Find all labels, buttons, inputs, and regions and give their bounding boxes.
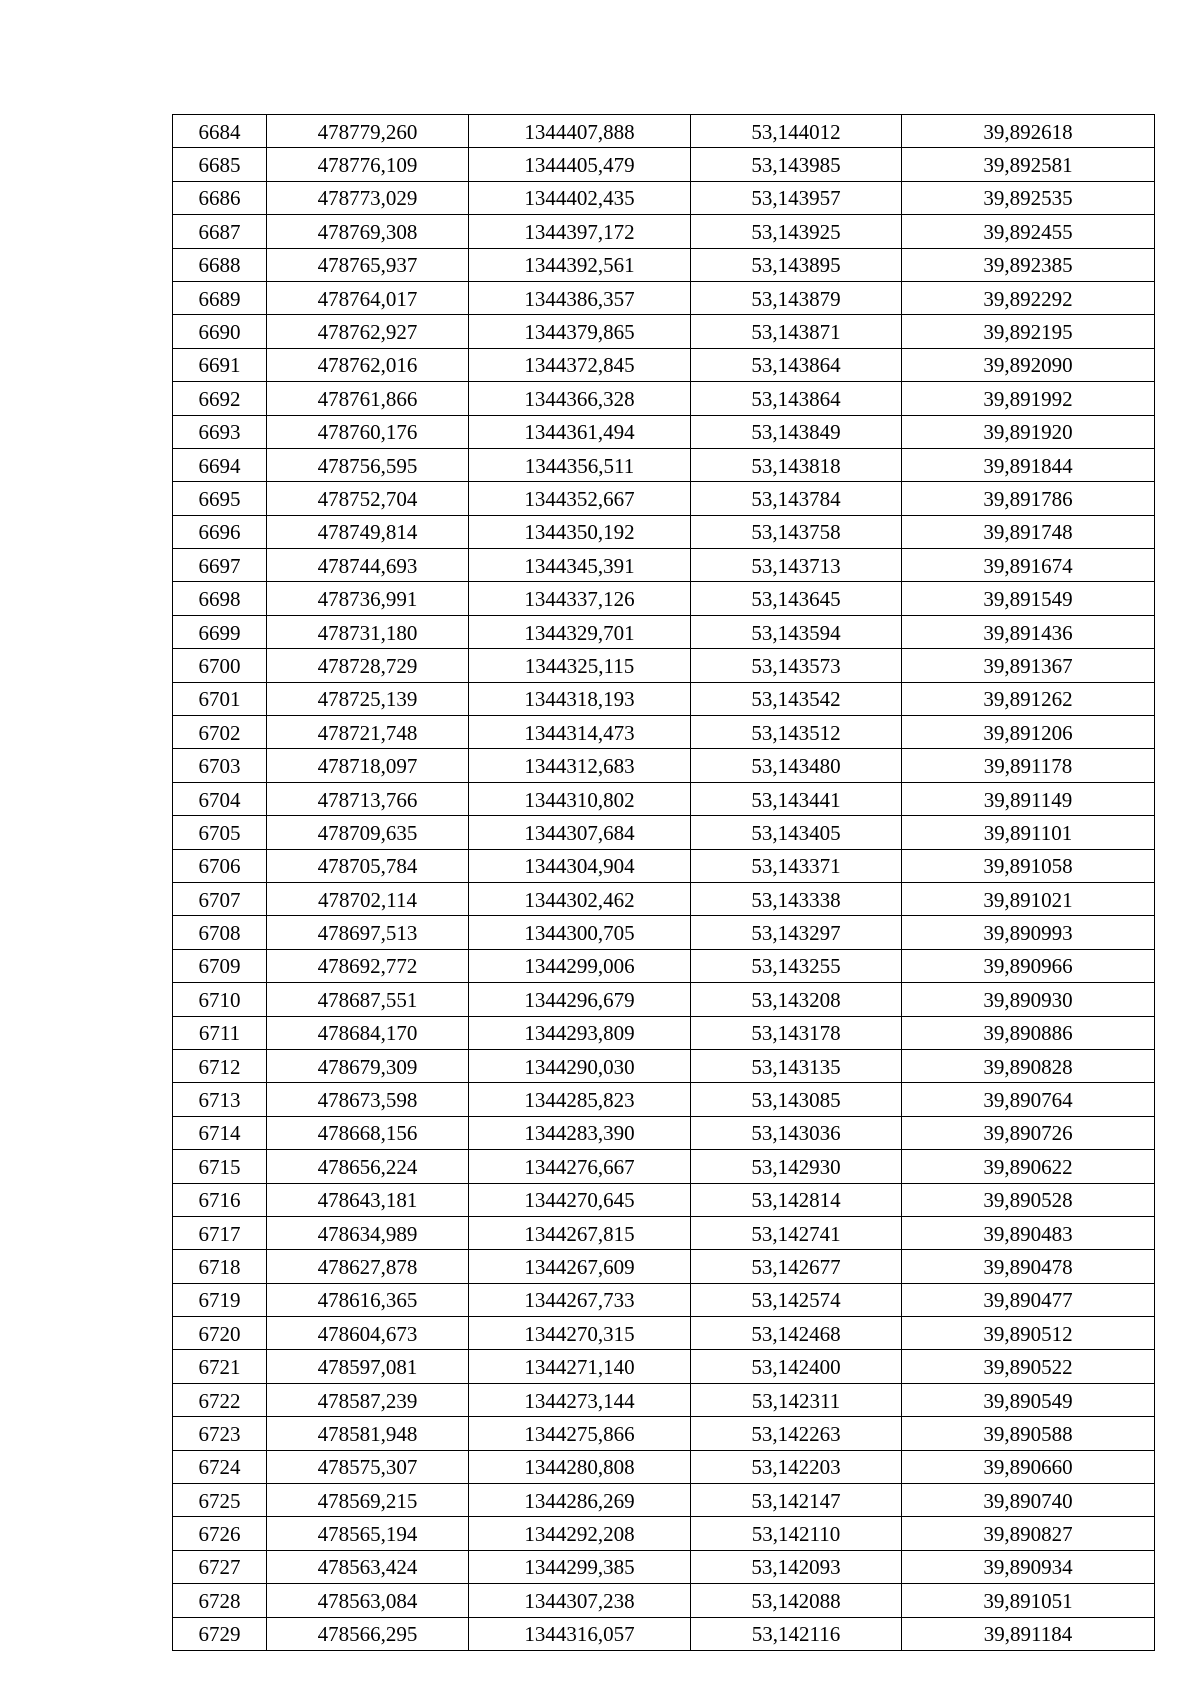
- longitude-cell: 39,890660: [902, 1450, 1155, 1483]
- y-coordinate-cell: 1344302,462: [469, 882, 691, 915]
- table-row: [173, 749, 1155, 782]
- longitude-cell: 39,891992: [902, 382, 1155, 415]
- y-coordinate-cell: 1344307,684: [469, 816, 691, 849]
- latitude-cell: 53,142203: [691, 1450, 902, 1483]
- y-coordinate-cell: 1344270,315: [469, 1317, 691, 1350]
- table-row: [173, 181, 1155, 214]
- table-row: [173, 1216, 1155, 1249]
- table-row: [173, 382, 1155, 415]
- x-coordinate-cell: 478769,308: [267, 215, 469, 248]
- latitude-cell: 53,143208: [691, 983, 902, 1016]
- x-coordinate-cell: 478762,016: [267, 348, 469, 381]
- x-coordinate-cell: 478765,937: [267, 248, 469, 281]
- y-coordinate-cell: 1344392,561: [469, 248, 691, 281]
- table-row: [173, 1517, 1155, 1550]
- latitude-cell: 53,143036: [691, 1116, 902, 1149]
- y-coordinate-cell: 1344386,357: [469, 281, 691, 314]
- table-row: [173, 716, 1155, 749]
- table-row: [173, 248, 1155, 281]
- table-row: [173, 415, 1155, 448]
- y-coordinate-cell: 1344267,815: [469, 1216, 691, 1249]
- point-number-cell: 6686: [173, 181, 267, 214]
- longitude-cell: 39,892618: [902, 115, 1155, 148]
- longitude-cell: 39,891184: [902, 1617, 1155, 1650]
- y-coordinate-cell: 1344285,823: [469, 1083, 691, 1116]
- y-coordinate-cell: 1344299,006: [469, 949, 691, 982]
- x-coordinate-cell: 478563,424: [267, 1550, 469, 1583]
- point-number-cell: 6706: [173, 849, 267, 882]
- point-number-cell: 6696: [173, 515, 267, 548]
- x-coordinate-cell: 478709,635: [267, 816, 469, 849]
- x-coordinate-cell: 478764,017: [267, 281, 469, 314]
- longitude-cell: 39,890477: [902, 1283, 1155, 1316]
- x-coordinate-cell: 478702,114: [267, 882, 469, 915]
- latitude-cell: 53,143338: [691, 882, 902, 915]
- longitude-cell: 39,892581: [902, 148, 1155, 181]
- longitude-cell: 39,892455: [902, 215, 1155, 248]
- table-row: [173, 1383, 1155, 1416]
- latitude-cell: 53,142116: [691, 1617, 902, 1650]
- longitude-cell: 39,891367: [902, 649, 1155, 682]
- x-coordinate-cell: 478692,772: [267, 949, 469, 982]
- point-number-cell: 6694: [173, 448, 267, 481]
- longitude-cell: 39,891748: [902, 515, 1155, 548]
- longitude-cell: 39,890478: [902, 1250, 1155, 1283]
- latitude-cell: 53,142930: [691, 1150, 902, 1183]
- x-coordinate-cell: 478762,927: [267, 315, 469, 348]
- table-row: [173, 849, 1155, 882]
- point-number-cell: 6714: [173, 1116, 267, 1149]
- point-number-cell: 6698: [173, 582, 267, 615]
- point-number-cell: 6724: [173, 1450, 267, 1483]
- latitude-cell: 53,143135: [691, 1049, 902, 1082]
- y-coordinate-cell: 1344296,679: [469, 983, 691, 1016]
- table-row: [173, 1183, 1155, 1216]
- latitude-cell: 53,143879: [691, 281, 902, 314]
- table-row: [173, 1016, 1155, 1049]
- latitude-cell: 53,142263: [691, 1417, 902, 1450]
- latitude-cell: 53,143542: [691, 682, 902, 715]
- table-row: [173, 1283, 1155, 1316]
- table-row: [173, 615, 1155, 648]
- x-coordinate-cell: 478705,784: [267, 849, 469, 882]
- x-coordinate-cell: 478597,081: [267, 1350, 469, 1383]
- y-coordinate-cell: 1344273,144: [469, 1383, 691, 1416]
- latitude-cell: 53,143371: [691, 849, 902, 882]
- x-coordinate-cell: 478697,513: [267, 916, 469, 949]
- point-number-cell: 6727: [173, 1550, 267, 1583]
- y-coordinate-cell: 1344405,479: [469, 148, 691, 181]
- point-number-cell: 6715: [173, 1150, 267, 1183]
- table-row: [173, 1049, 1155, 1082]
- table-row: [173, 115, 1155, 148]
- latitude-cell: 53,143178: [691, 1016, 902, 1049]
- latitude-cell: 53,143297: [691, 916, 902, 949]
- y-coordinate-cell: 1344270,645: [469, 1183, 691, 1216]
- y-coordinate-cell: 1344280,808: [469, 1450, 691, 1483]
- point-number-cell: 6685: [173, 148, 267, 181]
- y-coordinate-cell: 1344283,390: [469, 1116, 691, 1149]
- point-number-cell: 6687: [173, 215, 267, 248]
- table-row: [173, 1450, 1155, 1483]
- point-number-cell: 6729: [173, 1617, 267, 1650]
- x-coordinate-cell: 478668,156: [267, 1116, 469, 1149]
- x-coordinate-cell: 478643,181: [267, 1183, 469, 1216]
- point-number-cell: 6697: [173, 549, 267, 582]
- x-coordinate-cell: 478616,365: [267, 1283, 469, 1316]
- longitude-cell: 39,892195: [902, 315, 1155, 348]
- y-coordinate-cell: 1344356,511: [469, 448, 691, 481]
- point-number-cell: 6691: [173, 348, 267, 381]
- table-row: [173, 1350, 1155, 1383]
- longitude-cell: 39,891021: [902, 882, 1155, 915]
- x-coordinate-cell: 478756,595: [267, 448, 469, 481]
- point-number-cell: 6713: [173, 1083, 267, 1116]
- latitude-cell: 53,143864: [691, 348, 902, 381]
- longitude-cell: 39,891262: [902, 682, 1155, 715]
- y-coordinate-cell: 1344267,733: [469, 1283, 691, 1316]
- point-number-cell: 6692: [173, 382, 267, 415]
- x-coordinate-cell: 478627,878: [267, 1250, 469, 1283]
- point-number-cell: 6695: [173, 482, 267, 515]
- x-coordinate-cell: 478684,170: [267, 1016, 469, 1049]
- latitude-cell: 53,143784: [691, 482, 902, 515]
- latitude-cell: 53,142147: [691, 1484, 902, 1517]
- y-coordinate-cell: 1344329,701: [469, 615, 691, 648]
- y-coordinate-cell: 1344293,809: [469, 1016, 691, 1049]
- longitude-cell: 39,891149: [902, 782, 1155, 815]
- table-row: [173, 1083, 1155, 1116]
- y-coordinate-cell: 1344267,609: [469, 1250, 691, 1283]
- table-row: [173, 1550, 1155, 1583]
- point-number-cell: 6701: [173, 682, 267, 715]
- latitude-cell: 53,143645: [691, 582, 902, 615]
- latitude-cell: 53,143818: [691, 448, 902, 481]
- table-row: [173, 448, 1155, 481]
- table-row: [173, 983, 1155, 1016]
- coordinates-table-body: [173, 115, 1155, 1651]
- longitude-cell: 39,891844: [902, 448, 1155, 481]
- y-coordinate-cell: 1344350,192: [469, 515, 691, 548]
- y-coordinate-cell: 1344337,126: [469, 582, 691, 615]
- y-coordinate-cell: 1344290,030: [469, 1049, 691, 1082]
- y-coordinate-cell: 1344304,904: [469, 849, 691, 882]
- x-coordinate-cell: 478679,309: [267, 1049, 469, 1082]
- longitude-cell: 39,890764: [902, 1083, 1155, 1116]
- y-coordinate-cell: 1344402,435: [469, 181, 691, 214]
- point-number-cell: 6705: [173, 816, 267, 849]
- y-coordinate-cell: 1344300,705: [469, 916, 691, 949]
- point-number-cell: 6708: [173, 916, 267, 949]
- point-number-cell: 6720: [173, 1317, 267, 1350]
- latitude-cell: 53,144012: [691, 115, 902, 148]
- latitude-cell: 53,143758: [691, 515, 902, 548]
- table-row: [173, 315, 1155, 348]
- longitude-cell: 39,890966: [902, 949, 1155, 982]
- y-coordinate-cell: 1344271,140: [469, 1350, 691, 1383]
- x-coordinate-cell: 478587,239: [267, 1383, 469, 1416]
- x-coordinate-cell: 478752,704: [267, 482, 469, 515]
- latitude-cell: 53,142574: [691, 1283, 902, 1316]
- table-row: [173, 782, 1155, 815]
- x-coordinate-cell: 478728,729: [267, 649, 469, 682]
- x-coordinate-cell: 478773,029: [267, 181, 469, 214]
- point-number-cell: 6700: [173, 649, 267, 682]
- longitude-cell: 39,890588: [902, 1417, 1155, 1450]
- longitude-cell: 39,891920: [902, 415, 1155, 448]
- point-number-cell: 6726: [173, 1517, 267, 1550]
- point-number-cell: 6717: [173, 1216, 267, 1249]
- table-row: [173, 882, 1155, 915]
- x-coordinate-cell: 478687,551: [267, 983, 469, 1016]
- latitude-cell: 53,143441: [691, 782, 902, 815]
- y-coordinate-cell: 1344286,269: [469, 1484, 691, 1517]
- x-coordinate-cell: 478575,307: [267, 1450, 469, 1483]
- longitude-cell: 39,892090: [902, 348, 1155, 381]
- point-number-cell: 6693: [173, 415, 267, 448]
- table-row: [173, 1584, 1155, 1617]
- y-coordinate-cell: 1344314,473: [469, 716, 691, 749]
- latitude-cell: 53,142400: [691, 1350, 902, 1383]
- y-coordinate-cell: 1344397,172: [469, 215, 691, 248]
- table-row: [173, 1484, 1155, 1517]
- table-row: [173, 916, 1155, 949]
- x-coordinate-cell: 478563,084: [267, 1584, 469, 1617]
- table-row: [173, 1150, 1155, 1183]
- point-number-cell: 6689: [173, 281, 267, 314]
- x-coordinate-cell: 478718,097: [267, 749, 469, 782]
- x-coordinate-cell: 478566,295: [267, 1617, 469, 1650]
- point-number-cell: 6709: [173, 949, 267, 982]
- point-number-cell: 6721: [173, 1350, 267, 1383]
- x-coordinate-cell: 478673,598: [267, 1083, 469, 1116]
- y-coordinate-cell: 1344407,888: [469, 115, 691, 148]
- latitude-cell: 53,143405: [691, 816, 902, 849]
- latitude-cell: 53,142311: [691, 1383, 902, 1416]
- longitude-cell: 39,892385: [902, 248, 1155, 281]
- x-coordinate-cell: 478776,109: [267, 148, 469, 181]
- latitude-cell: 53,143895: [691, 248, 902, 281]
- x-coordinate-cell: 478736,991: [267, 582, 469, 615]
- y-coordinate-cell: 1344366,328: [469, 382, 691, 415]
- longitude-cell: 39,890827: [902, 1517, 1155, 1550]
- table-row: [173, 1617, 1155, 1650]
- longitude-cell: 39,890483: [902, 1216, 1155, 1249]
- x-coordinate-cell: 478760,176: [267, 415, 469, 448]
- longitude-cell: 39,891549: [902, 582, 1155, 615]
- table-row: [173, 549, 1155, 582]
- x-coordinate-cell: 478565,194: [267, 1517, 469, 1550]
- point-number-cell: 6684: [173, 115, 267, 148]
- table-row: [173, 949, 1155, 982]
- point-number-cell: 6723: [173, 1417, 267, 1450]
- x-coordinate-cell: 478581,948: [267, 1417, 469, 1450]
- point-number-cell: 6688: [173, 248, 267, 281]
- x-coordinate-cell: 478761,866: [267, 382, 469, 415]
- longitude-cell: 39,890549: [902, 1383, 1155, 1416]
- table-row: [173, 1417, 1155, 1450]
- table-row: [173, 515, 1155, 548]
- latitude-cell: 53,143957: [691, 181, 902, 214]
- y-coordinate-cell: 1344292,208: [469, 1517, 691, 1550]
- latitude-cell: 53,142468: [691, 1317, 902, 1350]
- y-coordinate-cell: 1344361,494: [469, 415, 691, 448]
- y-coordinate-cell: 1344276,667: [469, 1150, 691, 1183]
- y-coordinate-cell: 1344316,057: [469, 1617, 691, 1650]
- y-coordinate-cell: 1344325,115: [469, 649, 691, 682]
- latitude-cell: 53,142088: [691, 1584, 902, 1617]
- point-number-cell: 6722: [173, 1383, 267, 1416]
- longitude-cell: 39,891101: [902, 816, 1155, 849]
- latitude-cell: 53,143085: [691, 1083, 902, 1116]
- longitude-cell: 39,890726: [902, 1116, 1155, 1149]
- point-number-cell: 6707: [173, 882, 267, 915]
- latitude-cell: 53,143985: [691, 148, 902, 181]
- point-number-cell: 6710: [173, 983, 267, 1016]
- longitude-cell: 39,891178: [902, 749, 1155, 782]
- latitude-cell: 53,143871: [691, 315, 902, 348]
- table-row: [173, 1250, 1155, 1283]
- x-coordinate-cell: 478634,989: [267, 1216, 469, 1249]
- longitude-cell: 39,890522: [902, 1350, 1155, 1383]
- table-row: [173, 215, 1155, 248]
- x-coordinate-cell: 478656,224: [267, 1150, 469, 1183]
- table-row: [173, 582, 1155, 615]
- y-coordinate-cell: 1344312,683: [469, 749, 691, 782]
- y-coordinate-cell: 1344299,385: [469, 1550, 691, 1583]
- coordinates-table: [172, 114, 1155, 1651]
- x-coordinate-cell: 478721,748: [267, 716, 469, 749]
- latitude-cell: 53,143573: [691, 649, 902, 682]
- latitude-cell: 53,143594: [691, 615, 902, 648]
- y-coordinate-cell: 1344372,845: [469, 348, 691, 381]
- table-row: [173, 1317, 1155, 1350]
- point-number-cell: 6702: [173, 716, 267, 749]
- table-row: [173, 816, 1155, 849]
- x-coordinate-cell: 478713,766: [267, 782, 469, 815]
- longitude-cell: 39,892292: [902, 281, 1155, 314]
- point-number-cell: 6718: [173, 1250, 267, 1283]
- x-coordinate-cell: 478744,693: [267, 549, 469, 582]
- table-row: [173, 649, 1155, 682]
- longitude-cell: 39,890828: [902, 1049, 1155, 1082]
- latitude-cell: 53,143864: [691, 382, 902, 415]
- longitude-cell: 39,890930: [902, 983, 1155, 1016]
- latitude-cell: 53,143255: [691, 949, 902, 982]
- longitude-cell: 39,890512: [902, 1317, 1155, 1350]
- y-coordinate-cell: 1344318,193: [469, 682, 691, 715]
- y-coordinate-cell: 1344352,667: [469, 482, 691, 515]
- table-row: [173, 348, 1155, 381]
- longitude-cell: 39,891436: [902, 615, 1155, 648]
- x-coordinate-cell: 478725,139: [267, 682, 469, 715]
- longitude-cell: 39,892535: [902, 181, 1155, 214]
- point-number-cell: 6719: [173, 1283, 267, 1316]
- longitude-cell: 39,890934: [902, 1550, 1155, 1583]
- longitude-cell: 39,891051: [902, 1584, 1155, 1617]
- point-number-cell: 6728: [173, 1584, 267, 1617]
- longitude-cell: 39,891058: [902, 849, 1155, 882]
- longitude-cell: 39,890528: [902, 1183, 1155, 1216]
- latitude-cell: 53,142110: [691, 1517, 902, 1550]
- table-row: [173, 148, 1155, 181]
- table-row: [173, 1116, 1155, 1149]
- latitude-cell: 53,143480: [691, 749, 902, 782]
- longitude-cell: 39,890886: [902, 1016, 1155, 1049]
- table-row: [173, 281, 1155, 314]
- point-number-cell: 6690: [173, 315, 267, 348]
- x-coordinate-cell: 478569,215: [267, 1484, 469, 1517]
- latitude-cell: 53,142093: [691, 1550, 902, 1583]
- y-coordinate-cell: 1344275,866: [469, 1417, 691, 1450]
- x-coordinate-cell: 478731,180: [267, 615, 469, 648]
- latitude-cell: 53,142814: [691, 1183, 902, 1216]
- latitude-cell: 53,142741: [691, 1216, 902, 1249]
- point-number-cell: 6699: [173, 615, 267, 648]
- latitude-cell: 53,143925: [691, 215, 902, 248]
- latitude-cell: 53,143849: [691, 415, 902, 448]
- point-number-cell: 6716: [173, 1183, 267, 1216]
- longitude-cell: 39,891206: [902, 716, 1155, 749]
- longitude-cell: 39,891674: [902, 549, 1155, 582]
- point-number-cell: 6704: [173, 782, 267, 815]
- point-number-cell: 6711: [173, 1016, 267, 1049]
- latitude-cell: 53,143713: [691, 549, 902, 582]
- longitude-cell: 39,890740: [902, 1484, 1155, 1517]
- point-number-cell: 6725: [173, 1484, 267, 1517]
- x-coordinate-cell: 478604,673: [267, 1317, 469, 1350]
- longitude-cell: 39,890622: [902, 1150, 1155, 1183]
- table-row: [173, 682, 1155, 715]
- latitude-cell: 53,143512: [691, 716, 902, 749]
- table-row: [173, 482, 1155, 515]
- latitude-cell: 53,142677: [691, 1250, 902, 1283]
- x-coordinate-cell: 478779,260: [267, 115, 469, 148]
- y-coordinate-cell: 1344379,865: [469, 315, 691, 348]
- point-number-cell: 6703: [173, 749, 267, 782]
- y-coordinate-cell: 1344310,802: [469, 782, 691, 815]
- y-coordinate-cell: 1344307,238: [469, 1584, 691, 1617]
- point-number-cell: 6712: [173, 1049, 267, 1082]
- x-coordinate-cell: 478749,814: [267, 515, 469, 548]
- y-coordinate-cell: 1344345,391: [469, 549, 691, 582]
- longitude-cell: 39,890993: [902, 916, 1155, 949]
- longitude-cell: 39,891786: [902, 482, 1155, 515]
